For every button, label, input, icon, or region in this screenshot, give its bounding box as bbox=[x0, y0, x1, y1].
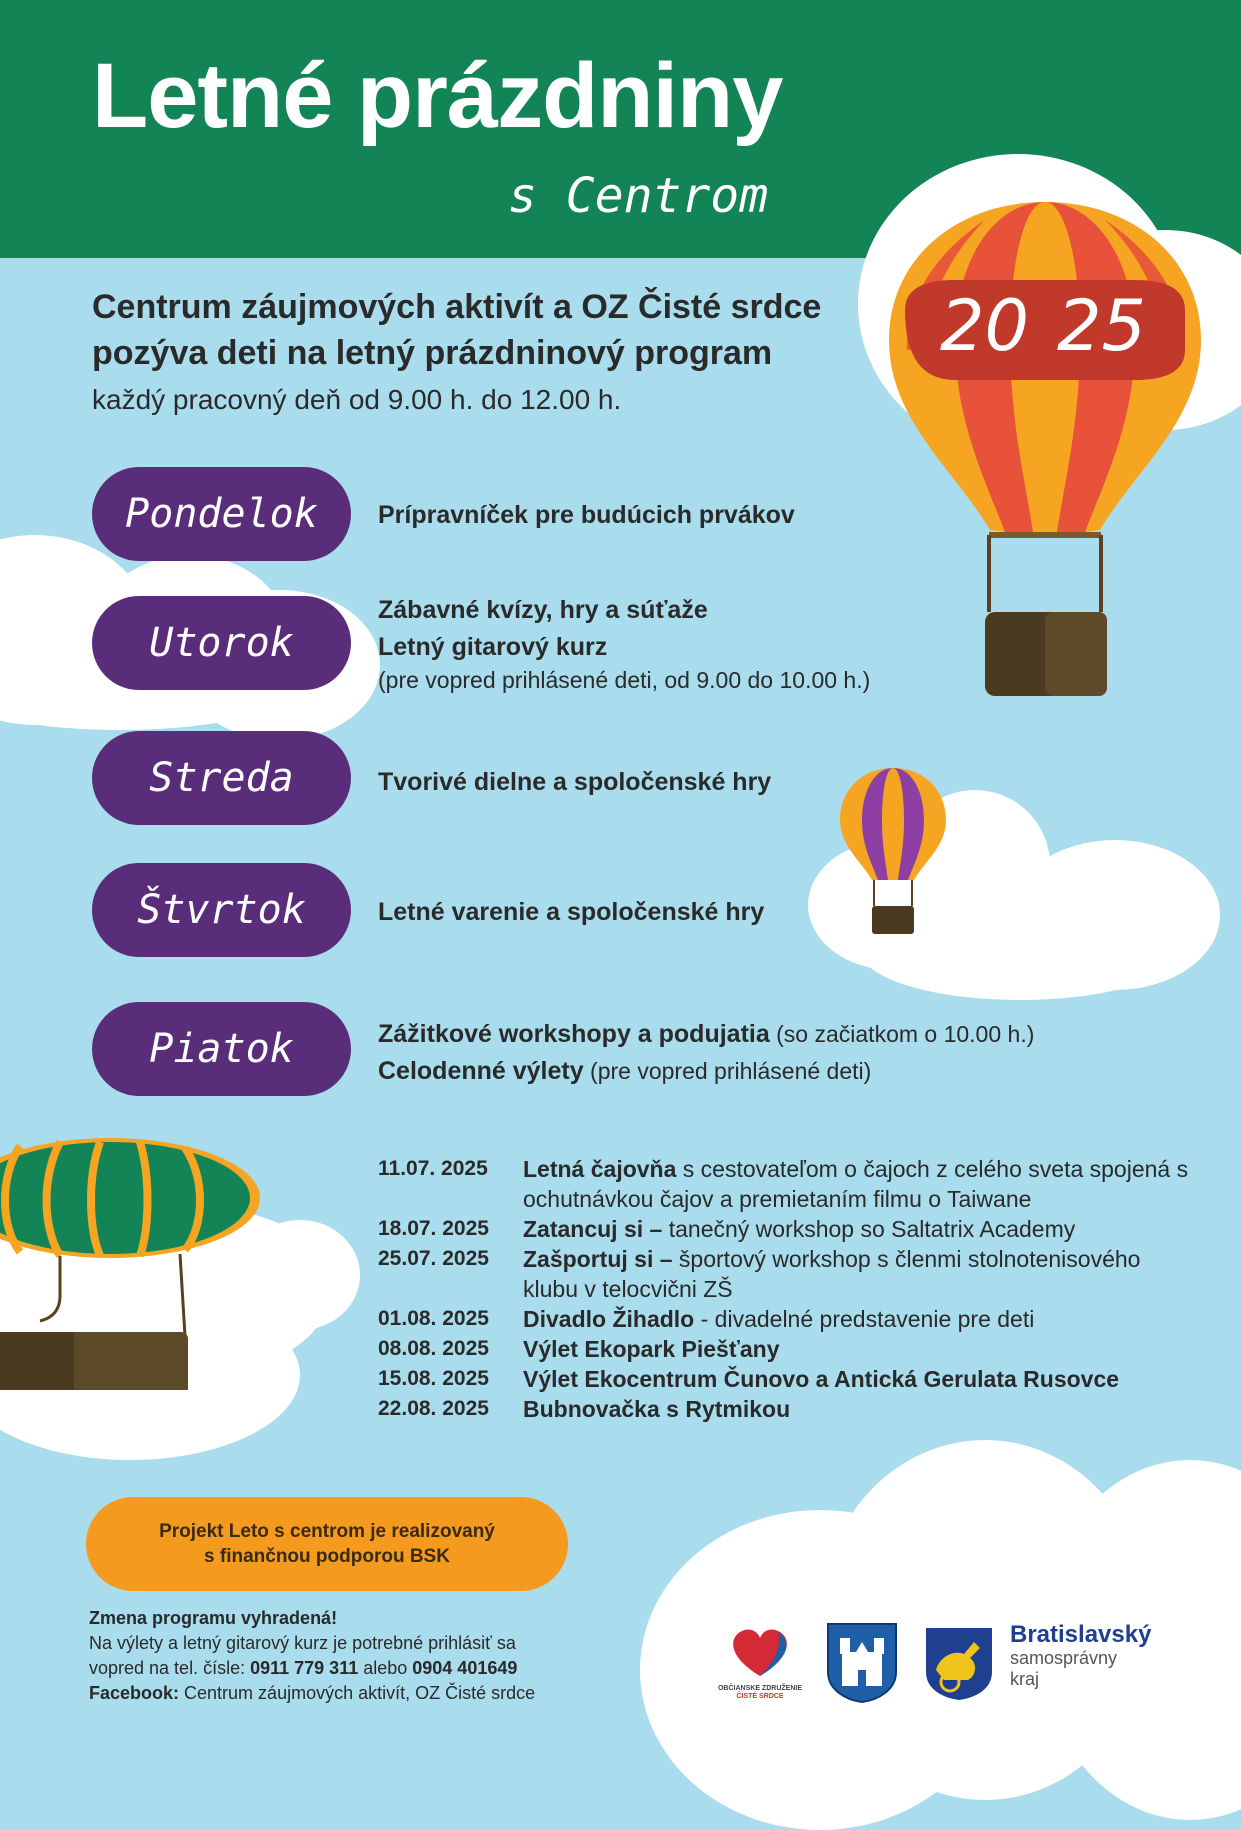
balloon-year-right: 25 bbox=[1057, 285, 1147, 367]
event-title: Zašportuj si – bbox=[523, 1246, 673, 1272]
day-pill-friday: Piatok bbox=[92, 1002, 351, 1096]
wednesday-activity-1: Tvorivé dielne a spoločenské hry bbox=[378, 768, 772, 796]
footer-info bbox=[89, 1606, 535, 1706]
support-line-1: Projekt Leto s centrom je realizovaný bbox=[159, 1521, 495, 1542]
bsk-title: Bratislavský bbox=[1010, 1621, 1152, 1648]
bsk-subtitle-2: kraj bbox=[1010, 1669, 1040, 1689]
footer-notice: Zmena programu vyhradená! bbox=[89, 1608, 338, 1628]
event-date: 11.07. 2025 bbox=[378, 1157, 488, 1180]
event-row bbox=[378, 1334, 1198, 1364]
event-date: 25.07. 2025 bbox=[378, 1247, 489, 1270]
event-row bbox=[378, 1244, 1198, 1304]
heart-logo-icon bbox=[700, 1618, 820, 1680]
event-description: tanečný workshop so Saltatrix Academy bbox=[662, 1216, 1076, 1242]
facebook-page-name: Centrum záujmových aktivít, OZ Čisté srdce bbox=[179, 1683, 536, 1703]
balloon-year-left: 20 bbox=[940, 285, 1030, 367]
events-list bbox=[378, 1154, 1198, 1424]
thursday-activity-1: Letné varenie a spoločenské hry bbox=[378, 898, 765, 926]
day-pill-monday: Pondelok bbox=[92, 467, 351, 561]
footer-registration: Na výlety a letný gitarový kurz je potrebné prihlásiť sa bbox=[89, 1633, 516, 1653]
support-line-2: s finančnou podporou BSK bbox=[204, 1546, 450, 1567]
day-activity-tuesday bbox=[378, 592, 870, 694]
phone-number-2: 0904 401649 bbox=[412, 1658, 518, 1678]
bsk-coat-of-arms-icon bbox=[924, 1626, 994, 1702]
support-banner bbox=[86, 1497, 568, 1591]
event-row bbox=[378, 1304, 1198, 1334]
event-date: 08.08. 2025 bbox=[378, 1337, 489, 1360]
day-pill-wednesday: Streda bbox=[92, 731, 351, 825]
oz-logo-line-2: ČISTÉ SRDCE bbox=[736, 1693, 784, 1700]
event-row bbox=[378, 1394, 1198, 1424]
event-row bbox=[378, 1214, 1198, 1244]
facebook-label: Facebook: bbox=[89, 1683, 180, 1703]
intro-line-2: pozýva deti na letný prázdninový program bbox=[92, 334, 773, 372]
event-date: 18.07. 2025 bbox=[378, 1217, 489, 1240]
day-activity-thursday bbox=[378, 894, 764, 931]
municipal-coat-of-arms-icon bbox=[826, 1622, 898, 1704]
day-activity-wednesday bbox=[378, 764, 771, 801]
oz-cisté-srdce-logo bbox=[700, 1618, 820, 1701]
event-description: - divadelné predstavenie pre deti bbox=[694, 1306, 1035, 1332]
event-row bbox=[378, 1364, 1198, 1394]
friday-activity-1-note: (so začiatkom o 10.00 h.) bbox=[769, 1021, 1035, 1047]
small-hot-air-balloon bbox=[838, 766, 948, 936]
tuesday-activity-note: (pre vopred prihlásené deti, od 9.00 do 10.00 h.) bbox=[378, 667, 871, 693]
tuesday-activity-2: Letný gitarový kurz bbox=[378, 633, 608, 661]
event-title: Zatancuj si – bbox=[523, 1216, 663, 1242]
event-title: Divadlo Žihadlo bbox=[523, 1306, 695, 1332]
bsk-logo-text bbox=[1010, 1622, 1151, 1690]
friday-activity-2: Celodenné výlety bbox=[378, 1057, 584, 1085]
intro-hours: každý pracovný deň od 9.00 h. do 12.00 h. bbox=[92, 384, 622, 415]
day-pill-thursday: Štvrtok bbox=[92, 863, 351, 957]
monday-activity-1: Prípravníček pre budúcich prvákov bbox=[378, 501, 795, 529]
friday-activity-2-note: (pre vopred prihlásené deti) bbox=[583, 1058, 872, 1084]
event-title: Výlet Ekopark Piešťany bbox=[523, 1336, 780, 1362]
event-description: športový workshop s členmi stolnotenisového klubu v telocvični ZŠ bbox=[523, 1246, 1141, 1302]
event-title: Bubnovačka s Rytmikou bbox=[523, 1396, 791, 1422]
event-date: 01.08. 2025 bbox=[378, 1307, 489, 1330]
friday-activity-1: Zážitkové workshopy a podujatia bbox=[378, 1020, 770, 1048]
footer-or: alebo bbox=[358, 1658, 413, 1678]
day-activity-friday bbox=[378, 1016, 1034, 1090]
intro-heading bbox=[92, 284, 852, 376]
oz-logo-line-1: OBČIANSKE ZDRUŽENIE bbox=[717, 1685, 802, 1692]
phone-number-1: 0911 779 311 bbox=[250, 1658, 359, 1678]
day-activity-monday bbox=[378, 497, 795, 534]
bsk-subtitle-1: samosprávny bbox=[1010, 1648, 1118, 1668]
hot-air-balloon-2025 bbox=[885, 200, 1205, 700]
footer-phone-label: vopred na tel. čísle: bbox=[89, 1658, 251, 1678]
event-row bbox=[378, 1154, 1198, 1214]
event-title: Letná čajovňa bbox=[523, 1156, 677, 1182]
page-title: Letné prázdniny bbox=[92, 45, 783, 147]
airship bbox=[0, 1136, 270, 1392]
tuesday-activity-1: Zábavné kvízy, hry a súťaže bbox=[378, 596, 708, 624]
day-pill-tuesday: Utorok bbox=[92, 596, 351, 690]
event-date: 22.08. 2025 bbox=[378, 1397, 489, 1420]
event-description: s cestovateľom o čajoch z celého sveta spojená s ochutnávkou čajov a premietaním filmu o Taiwane bbox=[523, 1156, 1189, 1212]
event-title: Výlet Ekocentrum Čunovo a Antická Gerulata Rusovce bbox=[523, 1366, 1120, 1392]
page-subtitle: s Centrom bbox=[508, 168, 769, 224]
intro-line-1: Centrum záujmových aktivít a OZ Čisté srdce bbox=[92, 288, 822, 326]
event-date: 15.08. 2025 bbox=[378, 1367, 489, 1390]
